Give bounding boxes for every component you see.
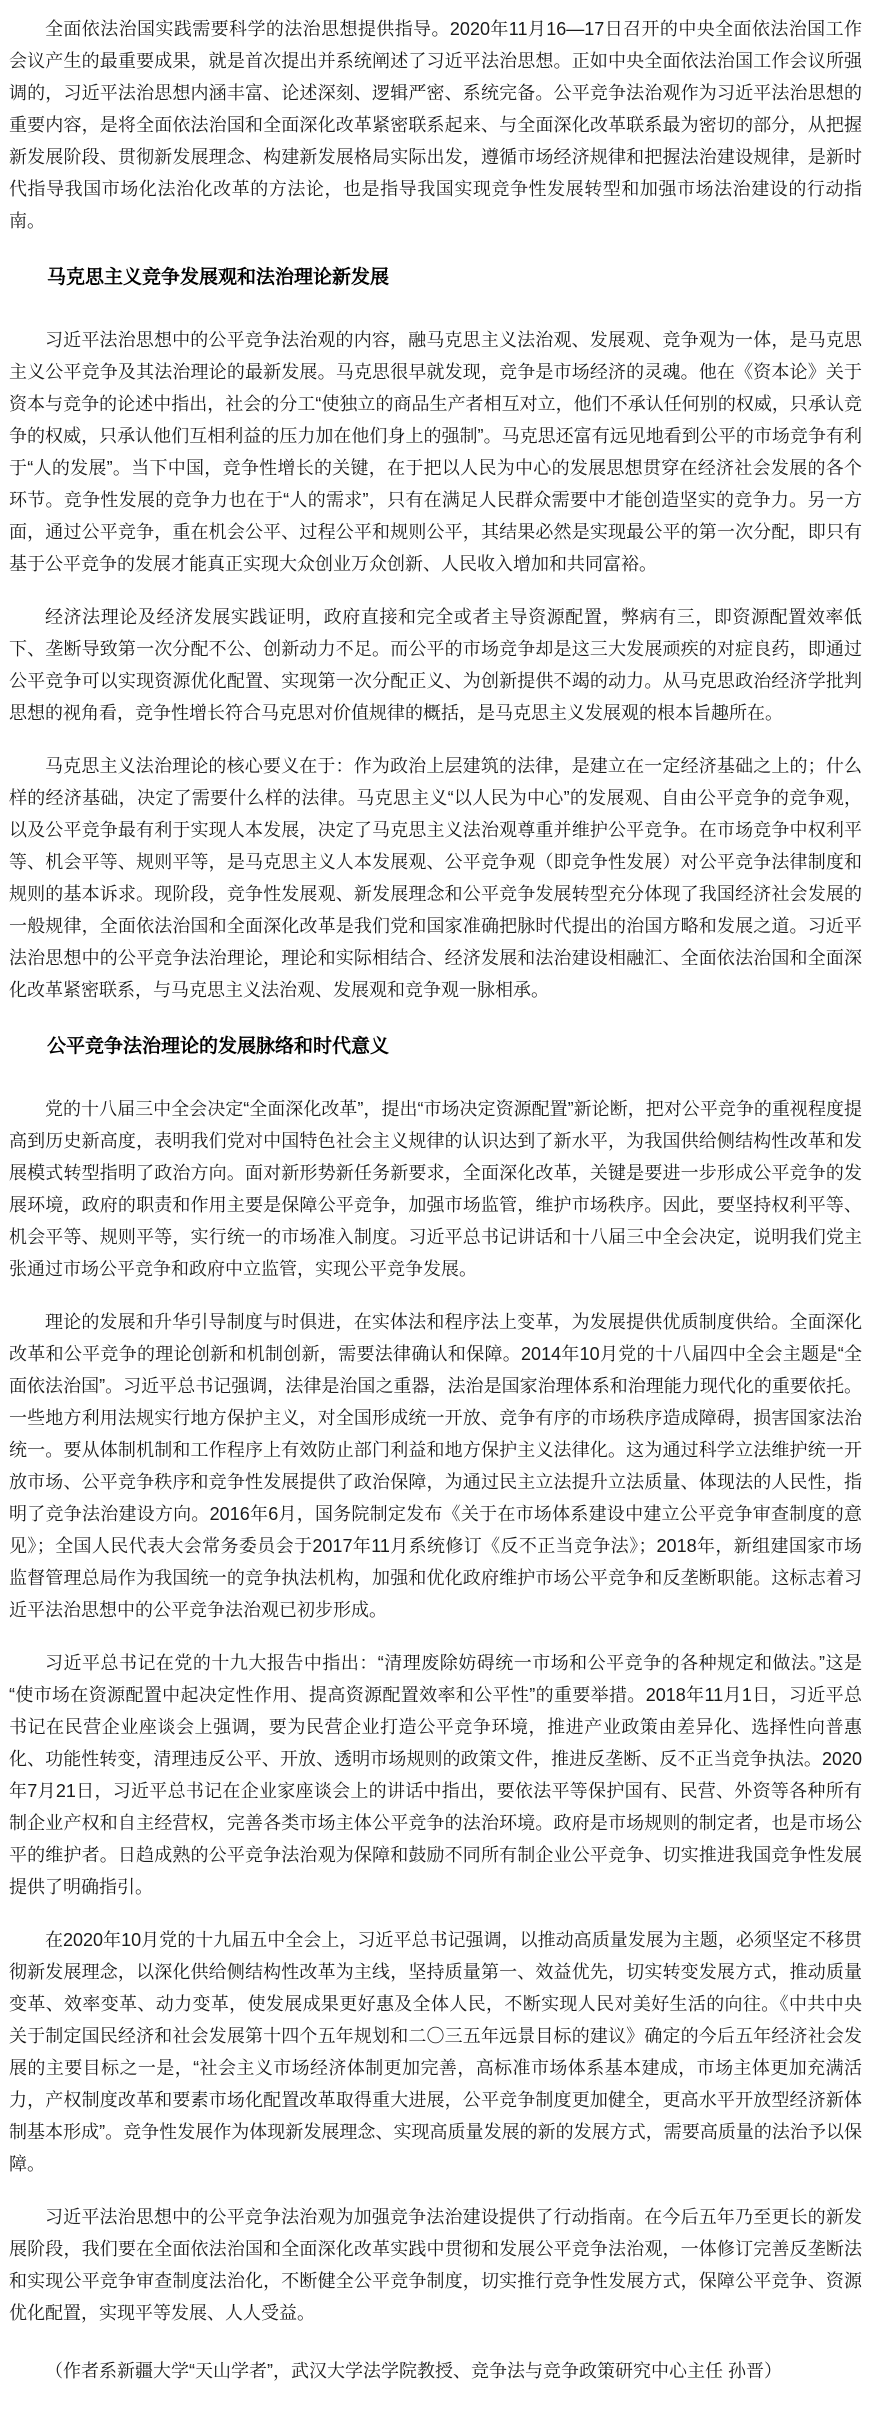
article-paragraph: 党的十八届三中全会决定“全面深化改革”，提出“市场决定资源配置”新论断，把对公平竞争的重视程度提高到历史新高度，表明我们党对中国特色社会主义规律的认识达到了新水平，为我国供给侧结构性改革和发展模式转型指明了政治方向。面对新形势新任务新要求，全面深化改革，关键是要进一步形成公平竞争的发展环境，政府的职责和作用主要是保障公平竞争，加强市场监管，维护市场秩序。因此，要坚持权利平等、机会平等、规则平等，实行统一的市场准入制度。习近平总书记讲话和十八届三中全会决定，说明我们党主张通过市场公平竞争和政府中立监管，实现公平竞争发展。 xyxy=(9,1099,862,1279)
article-paragraph: 习近平总书记在党的十九大报告中指出：“清理废除妨碍统一市场和公平竞争的各种规定和做法。”这是“使市场在资源配置中起决定性作用、提高资源配置效率和公平性”的重要举措。2018年11月1日，习近平总书记在民营企业座谈会上强调，要为民营企业打造公平竞争环境，推进产业政策由差异化、选择性向普惠化、功能性转变，清理违反公平、开放、透明市场规则的政策文件，推进反垄断、反不正当竞争执法。2020年7月21日，习近平总书记在企业家座谈会上的讲话中指出，要依法平等保护国有、民营、外资等各种所有制企业产权和自主经营权，完善各类市场主体公平竞争的法治环境。政府是市场规则的制定者，也是市场公平的维护者。日趋成熟的公平竞争法治观为保障和鼓励不同所有制企业公平竞争、切实推进我国竞争性发展提供了明确指引。 xyxy=(9,1653,862,1897)
article xyxy=(0,13,871,2411)
article-paragraph: 习近平法治思想中的公平竞争法治观为加强竞争法治建设提供了行动指南。在今后五年乃至更长的新发展阶段，我们要在全面依法治国和全面深化改革实践中贯彻和发展公平竞争法治观，一体修订完善反垄断法和实现公平竞争审查制度法治化，不断健全公平竞争制度，切实推行竞争性发展方式，保障公平竞争、资源优化配置，实现平等发展、人人受益。 xyxy=(9,2207,862,2323)
article-paragraph: 全面依法治国实践需要科学的法治思想提供指导。2020年11月16—17日召开的中央全面依法治国工作会议产生的最重要成果，就是首次提出并系统阐述了习近平法治思想。正如中央全面依法治国工作会议所强调的，习近平法治思想内涵丰富、论述深刻、逻辑严密、系统完备。公平竞争法治观作为习近平法治思想的重要内容，是将全面依法治国和全面深化改革紧密联系起来、与全面深化改革联系最为密切的部分，从把握新发展阶段、贯彻新发展理念、构建新发展格局实际出发，遵循市场经济规律和把握法治建设规律，是新时代指导我国市场化法治化改革的方法论，也是指导我国实现竞争性发展转型和加强市场法治建设的行动指南。 xyxy=(9,19,862,231)
section-heading: 公平竞争法治理论的发展脉络和时代意义 xyxy=(47,1036,390,1057)
article-paragraph: 习近平法治思想中的公平竞争法治观的内容，融马克思主义法治观、发展观、竞争观为一体，是马克思主义公平竞争及其法治理论的最新发展。马克思很早就发现，竞争是市场经济的灵魂。他在《资本论》关于资本与竞争的论述中指出，社会的分工“使独立的商品生产者相互对立，他们不承认任何别的权威，只承认竞争的权威，只承认他们互相利益的压力加在他们身上的强制”。马克思还富有远见地看到公平的市场竞争有利于“人的发展”。当下中国，竞争性增长的关键，在于把以人民为中心的发展思想贯穿在经济社会发展的各个环节。竞争性发展的竞争力也在于“人的需求”，只有在满足人民群众需要中才能创造坚实的竞争力。另一方面，通过公平竞争，重在机会公平、过程公平和规则公平，其结果必然是实现最公平的第一次分配，即只有基于公平竞争的发展才能真正实现大众创业万众创新、人民收入增加和共同富裕。 xyxy=(9,330,862,574)
article-paragraph: 在2020年10月党的十九届五中全会上，习近平总书记强调，以推动高质量发展为主题，必须坚定不移贯彻新发展理念，以深化供给侧结构性改革为主线，坚持质量第一、效益优先，切实转变发展方式，推动质量变革、效率变革、动力变革，使发展成果更好惠及全体人民，不断实现人民对美好生活的向往。《中共中央关于制定国民经济和社会发展第十四个五年规划和二〇三五年远景目标的建议》确定的今后五年经济社会发展的主要目标之一是，“社会主义市场经济体制更加完善，高标准市场体系基本建成，市场主体更加充满活力，产权制度改革和要素市场化配置改革取得重大进展，公平竞争制度更加健全，更高水平开放型经济新体制基本形成”。竞争性发展作为体现新发展理念、实现高质量发展的新的发展方式，需要高质量的法治予以保障。 xyxy=(9,1930,862,2174)
article-paragraph: 马克思主义法治理论的核心要义在于：作为政治上层建筑的法律，是建立在一定经济基础之上的；什么样的经济基础，决定了需要什么样的法律。马克思主义“以人民为中心”的发展观、自由公平竞争的竞争观，以及公平竞争最有利于实现人本发展，决定了马克思主义法治观尊重并维护公平竞争。在市场竞争中权利平等、机会平等、规则平等，是马克思主义人本发展观、公平竞争观（即竞争性发展）对公平竞争法律制度和规则的基本诉求。现阶段，竞争性发展观、新发展理念和公平竞争发展转型充分体现了我国经济社会发展的一般规律，全面依法治国和全面深化改革是我们党和国家准确把脉时代提出的治国方略和发展之道。习近平法治思想中的公平竞争法治理论，理论和实际相结合、经济发展和法治建设相融汇、全面依法治国和全面深化改革紧密联系，与马克思主义法治观、发展观和竞争观一脉相承。 xyxy=(9,756,862,1000)
article-paragraph: 理论的发展和升华引导制度与时俱进，在实体法和程序法上变革，为发展提供优质制度供给。全面深化改革和公平竞争的理论创新和机制创新，需要法律确认和保障。2014年10月党的十八届四中全会主题是“全面依法治国”。习近平总书记强调，法律是治国之重器，法治是国家治理体系和治理能力现代化的重要依托。一些地方利用法规实行地方保护主义，对全国形成统一开放、竞争有序的市场秩序造成障碍，损害国家法治统一。要从体制机制和工作程序上有效防止部门利益和地方保护主义法律化。这为通过科学立法维护统一开放市场、公平竞争秩序和竞争性发展提供了政治保障，为通过民主立法提升立法质量、体现法的人民性，指明了竞争法治建设方向。2016年6月，国务院制定发布《关于在市场体系建设中建立公平竞争审查制度的意见》；全国人民代表大会常务委员会于2017年11月系统修订《反不正当竞争法》；2018年，新组建国家市场监督管理总局作为我国统一的竞争执法机构，加强和优化政府维护市场公平竞争和反垄断职能。这标志着习近平法治思想中的公平竞争法治观已初步形成。 xyxy=(9,1312,862,1620)
author-credit: （作者系新疆大学“天山学者”，武汉大学法学院教授、竞争法与竞争政策研究中心主任 孙晋） xyxy=(45,2361,782,2381)
section-heading: 马克思主义竞争发展观和法治理论新发展 xyxy=(47,267,390,288)
article-paragraph: 经济法理论及经济发展实践证明，政府直接和完全或者主导资源配置，弊病有三，即资源配置效率低下、垄断导致第一次分配不公、创新动力不足。而公平的市场竞争却是这三大发展顽疾的对症良药，即通过公平竞争可以实现资源优化配置、实现第一次分配正义、为创新提供不竭的动力。从马克思政治经济学批判思想的视角看，竞争性增长符合马克思对价值规律的概括，是马克思主义发展观的根本旨趣所在。 xyxy=(9,607,862,723)
